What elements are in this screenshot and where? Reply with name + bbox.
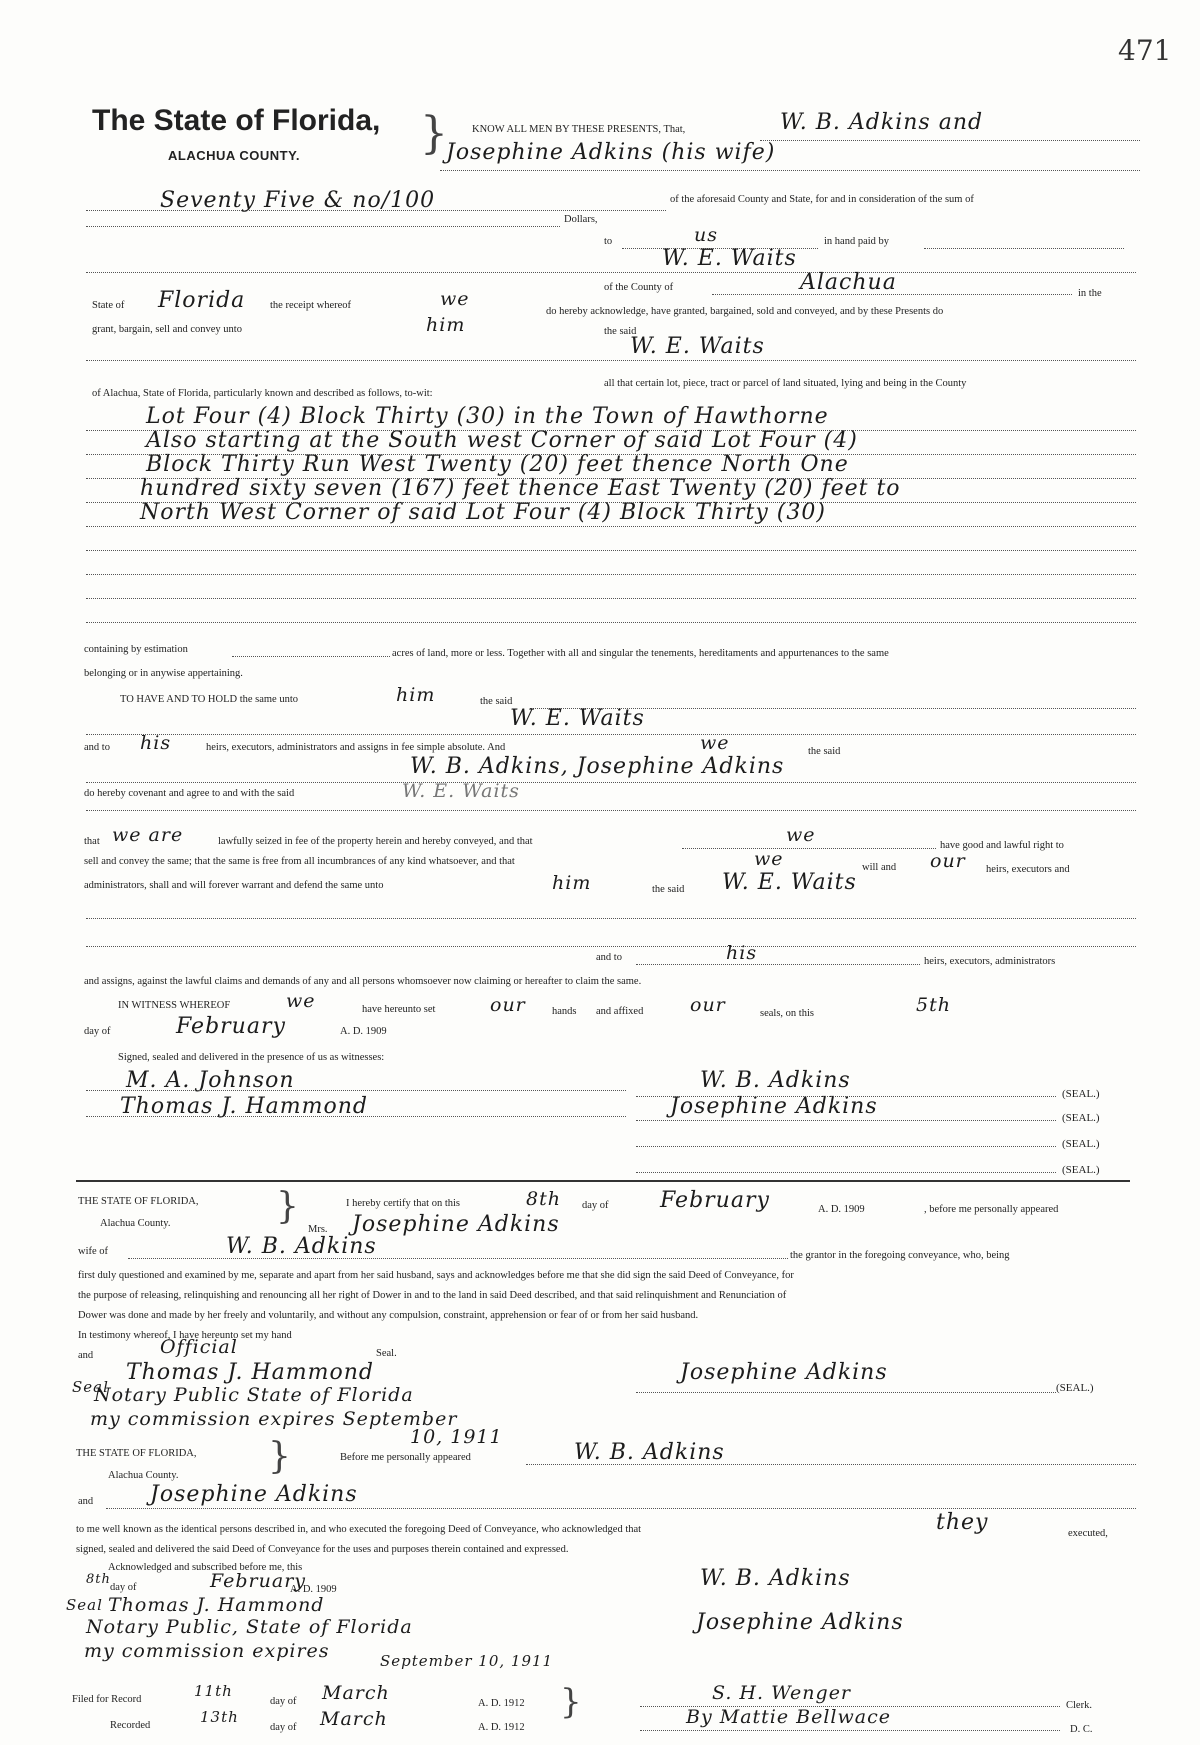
legal-line-3: Block Thirty Run West Twenty (20) feet thence North One — [146, 452, 849, 477]
the-said-2-label: the said — [480, 696, 513, 707]
clerk-name-handwriting: S. H. Wenger — [712, 1682, 852, 1704]
signed-text: Signed, sealed and delivered in the presence of us as witnesses: — [118, 1052, 385, 1063]
know-all-text: KNOW ALL MEN BY THESE PRESENTS, That, — [472, 124, 686, 135]
ack1-notary-4: 10, 1911 — [410, 1426, 503, 1448]
fill-line — [86, 454, 1136, 455]
seal-label: (SEAL.) — [1062, 1112, 1100, 1124]
in-the-label: in the — [1078, 288, 1102, 299]
ack1-month-handwriting: February — [660, 1188, 770, 1213]
will-and-label: will and — [862, 862, 897, 873]
ack1-state: THE STATE OF FLORIDA, — [78, 1196, 199, 1207]
that-label: that — [84, 836, 100, 847]
ack2-they-handwriting: they — [936, 1510, 989, 1535]
fill-line — [86, 1090, 626, 1091]
fill-line — [86, 574, 1136, 575]
and-to-who-handwriting: his — [140, 732, 172, 754]
fill-line — [760, 140, 1140, 141]
and-who-handwriting: we — [700, 732, 730, 754]
ack1-day-handwriting: 8th — [526, 1188, 561, 1210]
ack2-name-1-handwriting: W. B. Adkins — [574, 1440, 725, 1465]
and-to-2-label: and to — [596, 952, 622, 963]
ack1-husband-handwriting: W. B. Adkins — [226, 1234, 377, 1259]
clerk-label: Clerk. — [1066, 1700, 1092, 1711]
covenant-text: do hereby covenant and agree to and with the said — [84, 788, 295, 799]
the-said-3-label: the said — [808, 746, 841, 757]
state-handwriting: Florida — [158, 288, 246, 313]
receipt-label: the receipt whereof — [270, 300, 352, 311]
filed-month-handwriting: March — [322, 1682, 390, 1704]
county-of-label: of the County of — [604, 282, 674, 293]
fill-line — [86, 598, 1136, 599]
rec-ad: A. D. 1912 — [478, 1722, 525, 1733]
assigns-text: and assigns, against the lawful claims and demands of any and all persons whomsoever now claiming or hereafter to claim the same. — [84, 976, 642, 987]
day-of-label: day of — [84, 1026, 111, 1037]
ack1-notary-3: my commission expires September — [90, 1408, 458, 1430]
of-alachua-text: of Alachua, State of Florida, particularly known and described as follows, to-wit: — [92, 388, 433, 399]
ack1-p2: the purpose of releasing, relinquishing and renouncing all her right of Dower in and to the land in said Deed described, and that said relinquishment and Renunciation of — [78, 1290, 787, 1301]
acres-text: acres of land, more or less. Together with all and singular the tenements, hereditaments and appurtenances to the same — [392, 648, 889, 659]
hereunto-label: have hereunto set — [362, 1004, 436, 1015]
grant-text: grant, bargain, sell and convey unto — [92, 324, 242, 335]
hands-label: hands — [552, 1006, 577, 1017]
fill-line — [640, 1730, 1060, 1731]
fill-line — [86, 210, 666, 211]
acknowledge-text: do hereby acknowledge, have granted, bargained, sold and conveyed, and by these Presents do — [546, 306, 944, 317]
rec-day-handwriting: 13th — [200, 1708, 239, 1726]
ack1-before: , before me personally appeared — [924, 1204, 1059, 1215]
ack1-seal-mark: Seal — [72, 1378, 109, 1396]
admin-text: administrators, shall and will forever warrant and defend the same unto — [84, 880, 384, 891]
fill-line — [86, 430, 1136, 431]
seal-label: (SEAL.) — [1062, 1088, 1100, 1100]
fill-line — [86, 1116, 626, 1117]
section-divider — [76, 1180, 1130, 1182]
ack2-notary-3: my commission expires — [84, 1640, 330, 1662]
fill-line — [86, 226, 560, 227]
legal-line-1: Lot Four (4) Block Thirty (30) in the Town of Hawthorne — [146, 404, 829, 429]
the-said-label: the said — [604, 326, 637, 337]
fill-line — [636, 1172, 1056, 1173]
ack1-and: and — [78, 1350, 94, 1361]
grantee-2-handwriting: W. E. Waits — [630, 334, 765, 359]
that-who-handwriting: we are — [112, 824, 184, 846]
witness-who-handwriting: we — [286, 990, 316, 1012]
ack1-testimony: In testimony whereof, I have hereunto set my hand — [78, 1330, 292, 1341]
brace-mark: } — [560, 1682, 582, 1722]
fill-line — [86, 734, 1136, 735]
legal-line-4: hundred sixty seven (167) feet thence East Twenty (20) feet to — [140, 476, 901, 501]
ack2-name-2-handwriting: Josephine Adkins — [150, 1482, 358, 1507]
grant-who-handwriting: him — [426, 314, 466, 336]
will-who-handwriting: our — [930, 850, 966, 872]
ack1-p3: Dower was done and made by her freely and voluntarily, and without any compulsion, constraint, apprehension or fear of or from her said husband. — [78, 1310, 699, 1321]
ack1-mrs: Mrs. — [308, 1224, 328, 1235]
fill-line — [86, 782, 1136, 783]
ack2-p1: to me well known as the identical persons described in, and who executed the foregoing Deed of Conveyance, who acknowledged that — [76, 1524, 642, 1535]
signature-1: W. B. Adkins — [700, 1068, 851, 1093]
fill-line — [86, 360, 1136, 361]
ack1-seal-word: Seal. — [376, 1348, 397, 1359]
fill-line — [128, 1258, 788, 1259]
fill-line — [86, 810, 1136, 811]
sell-text: sell and convey the same; that the same is free from all incumbrances of any kind whatsoever, and that — [84, 856, 515, 867]
county-title: ALACHUA COUNTY. — [168, 148, 300, 163]
ack2-p2: signed, sealed and delivered the said Deed of Conveyance for the uses and purposes therein contained and expressed. — [76, 1544, 569, 1555]
all-that-text: all that certain lot, piece, tract or parcel of land situated, lying and being in the County — [604, 378, 967, 389]
county-handwriting: Alachua — [800, 270, 897, 295]
seal-label: (SEAL.) — [1056, 1382, 1094, 1394]
ack1-p1: first duly questioned and examined by me, separate and apart from her said husband, says and acknowledges before me that she did sign the said Deed of Conveyance, for — [78, 1270, 794, 1281]
to-label: to — [604, 236, 613, 247]
ack1-mrs-handwriting: Josephine Adkins — [352, 1212, 560, 1237]
grantee-4-handwriting: W. E. Waits — [402, 780, 520, 802]
rec-day-of: day of — [270, 1722, 297, 1733]
ack2-day-of: day of — [110, 1582, 137, 1593]
ack2-acknowledged: Acknowledged and subscribed before me, this — [108, 1562, 303, 1573]
signature-2: Josephine Adkins — [670, 1094, 878, 1119]
hand-paid-text: in hand paid by — [824, 236, 890, 247]
ack2-notary-4: September 10, 1911 — [380, 1652, 554, 1670]
ack2-executed: executed, — [1068, 1528, 1108, 1539]
filed-ad: A. D. 1912 — [478, 1698, 525, 1709]
ack2-signature-2: Josephine Adkins — [696, 1610, 904, 1635]
rec-month-handwriting: March — [320, 1708, 388, 1730]
ack2-ad: A. D. 1909 — [290, 1584, 337, 1595]
ack1-county: Alachua County. — [100, 1218, 171, 1229]
fill-line — [636, 964, 920, 965]
witness-label: IN WITNESS WHEREOF — [118, 1000, 231, 1011]
ack1-signature: Josephine Adkins — [680, 1360, 888, 1385]
aforesaid-text: of the aforesaid County and State, for and in consideration of the sum of — [670, 194, 974, 205]
witness-2-signature: Thomas J. Hammond — [120, 1094, 368, 1119]
fill-line — [526, 1464, 1136, 1465]
fill-line — [86, 272, 1136, 273]
ack1-day-of: day of — [582, 1200, 609, 1211]
ack2-seal-mark: Seal — [66, 1596, 103, 1614]
brace-mark: } — [276, 1186, 299, 1227]
state-of-label: State of — [92, 300, 125, 311]
fill-line — [86, 502, 1136, 503]
affixed-who-handwriting: our — [690, 994, 726, 1016]
grantee-5-handwriting: W. E. Waits — [722, 870, 857, 895]
good-right-text: have good and lawful right to — [940, 840, 1064, 851]
grantee-handwriting: W. E. Waits — [662, 246, 797, 271]
dc-label: D. C. — [1070, 1724, 1093, 1735]
grantors-3-handwriting: W. B. Adkins, Josephine Adkins — [410, 754, 785, 779]
brace-mark: } — [420, 108, 448, 159]
ack2-notary-1: Thomas J. Hammond — [108, 1594, 325, 1616]
legal-line-5: North West Corner of said Lot Four (4) Block Thirty (30) — [140, 500, 826, 525]
fill-line — [106, 1508, 1136, 1509]
sell-who-handwriting: we — [754, 848, 784, 870]
grantee-3-handwriting: W. E. Waits — [510, 706, 645, 731]
fill-line — [636, 1392, 1056, 1393]
seized-who-handwriting: we — [786, 824, 816, 846]
brace-mark: } — [268, 1436, 291, 1477]
fill-line — [86, 478, 1136, 479]
state-title: The State of Florida, — [92, 104, 381, 137]
grantors-handwriting-2: Josephine Adkins (his wife) — [446, 140, 776, 165]
heirs-text: heirs, executors, administrators and assigns in fee simple absolute. And — [206, 742, 506, 753]
sum-handwriting: Seventy Five & no/100 — [160, 188, 436, 213]
hereunto-who-handwriting: our — [490, 994, 526, 1016]
seal-label: (SEAL.) — [1062, 1138, 1100, 1150]
to-whom-handwriting: us — [694, 224, 718, 246]
seals-label: seals, on this — [760, 1008, 814, 1019]
ack2-month-handwriting: February — [210, 1570, 307, 1592]
ack1-grantor: the grantor in the foregoing conveyance, who, being — [790, 1250, 1010, 1261]
dollars-label: Dollars, — [564, 214, 598, 225]
recorded-label: Recorded — [110, 1720, 151, 1731]
and-to-label: and to — [84, 742, 110, 753]
by-deputy-handwriting: By Mattie Bellwace — [686, 1706, 891, 1728]
fill-line — [86, 918, 1136, 919]
page-number: 471 — [1118, 34, 1172, 67]
ack2-and: and — [78, 1496, 94, 1507]
filed-day-of: day of — [270, 1696, 297, 1707]
and-to-2-who-handwriting: his — [726, 942, 758, 964]
filed-label: Filed for Record — [72, 1694, 142, 1705]
ack2-signature-1: W. B. Adkins — [700, 1566, 851, 1591]
fill-line — [86, 526, 1136, 527]
ack2-state: THE STATE OF FLORIDA, — [76, 1448, 197, 1459]
affixed-label: and affixed — [596, 1006, 644, 1017]
heirs-2-text: heirs, executors and — [986, 864, 1070, 875]
witness-1-signature: M. A. Johnson — [126, 1068, 295, 1093]
fill-line — [86, 622, 1136, 623]
seized-text: lawfully seized in fee of the property herein and hereby conveyed, and that — [218, 836, 533, 847]
fill-line — [636, 1146, 1056, 1147]
fill-line — [86, 550, 1136, 551]
ack1-notary-1: Thomas J. Hammond — [126, 1360, 374, 1385]
fill-line — [636, 1120, 1056, 1121]
heirs-3-text: heirs, executors, administrators — [924, 956, 1056, 967]
containing-label: containing by estimation — [84, 644, 188, 655]
fill-line — [440, 170, 1140, 171]
ack1-official-handwriting: Official — [160, 1336, 238, 1358]
ack1-notary-2: Notary Public State of Florida — [94, 1384, 414, 1406]
filed-day-handwriting: 11th — [194, 1682, 233, 1700]
day-handwriting: 5th — [916, 994, 951, 1016]
ad-label: A. D. 1909 — [340, 1026, 387, 1037]
ack2-day-handwriting: 8th — [86, 1572, 111, 1587]
to-have-who-handwriting: him — [396, 684, 436, 706]
fill-line — [232, 656, 390, 657]
receipt-who-handwriting: we — [440, 288, 470, 310]
fill-line — [636, 1096, 1056, 1097]
ack1-certify: I hereby certify that on this — [346, 1198, 461, 1209]
admin-who-handwriting: him — [552, 872, 592, 894]
fill-line — [86, 946, 1136, 947]
the-said-4-label: the said — [652, 884, 685, 895]
ack2-county: Alachua County. — [108, 1470, 179, 1481]
legal-line-2: Also starting at the South west Corner of said Lot Four (4) — [146, 428, 858, 453]
fill-line — [924, 248, 1124, 249]
seal-label: (SEAL.) — [1062, 1164, 1100, 1176]
belonging-text: belonging or in anywise appertaining. — [84, 668, 243, 679]
ack1-wife-of: wife of — [78, 1246, 109, 1257]
ack1-ad: A. D. 1909 — [818, 1204, 865, 1215]
ack2-before: Before me personally appeared — [340, 1452, 471, 1463]
to-have-text: TO HAVE AND TO HOLD the same unto — [120, 694, 299, 705]
grantors-handwriting-1: W. B. Adkins and — [780, 110, 984, 135]
fill-line — [712, 294, 1072, 295]
ack2-notary-2: Notary Public, State of Florida — [86, 1616, 413, 1638]
month-handwriting: February — [176, 1014, 286, 1039]
fill-line — [682, 848, 936, 849]
